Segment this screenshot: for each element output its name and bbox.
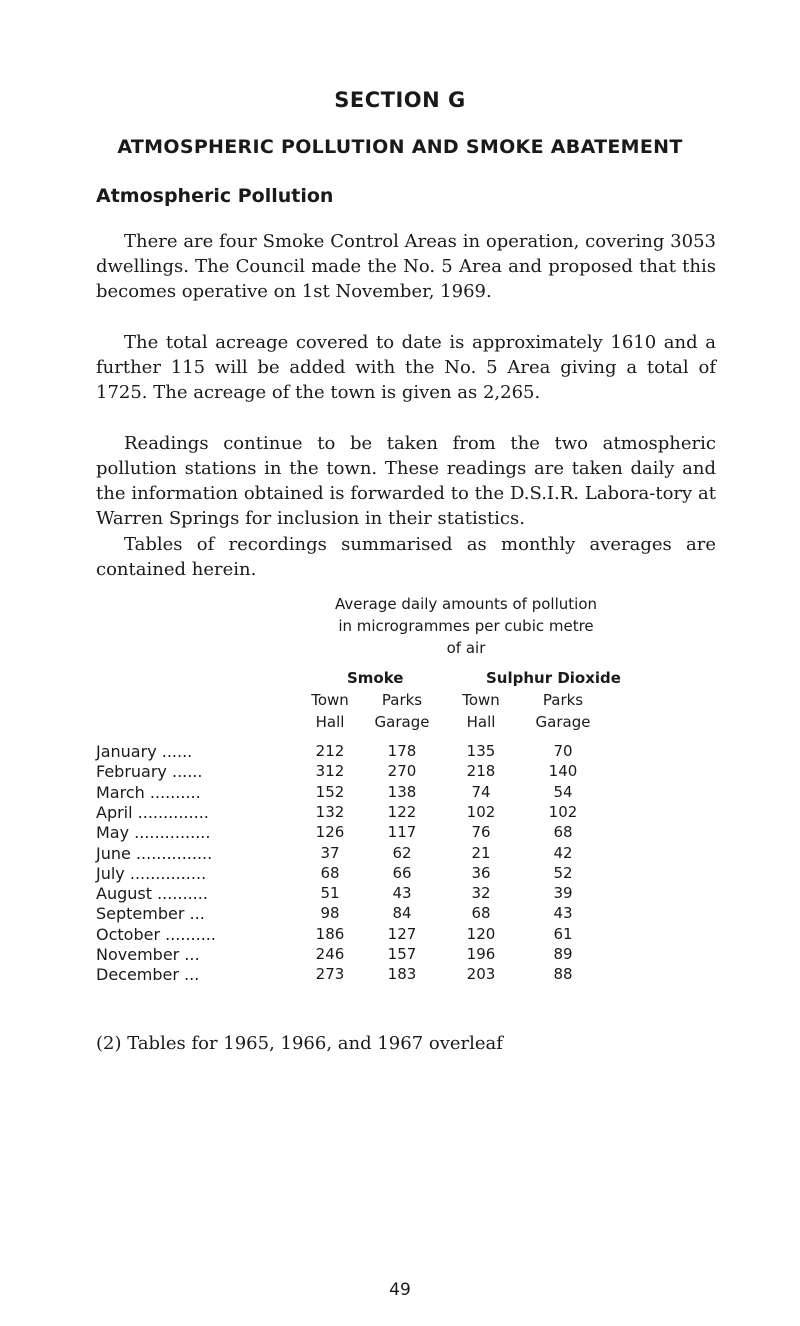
table-cell: 102: [548, 802, 578, 821]
table-cell: 218: [466, 762, 496, 781]
table-cell: 43: [553, 904, 573, 923]
table-cell: 21: [471, 843, 491, 862]
paragraph-tables: Tables of recordings summarised as monthly averages are contained herein.: [96, 534, 716, 580]
table-cell: 102: [466, 802, 496, 821]
table-row-month: April ..............: [96, 802, 209, 822]
table-cell: 246: [315, 945, 345, 963]
table-row-month: August ..........: [96, 884, 208, 904]
page-title: ATMOSPHERIC POLLUTION AND SMOKE ABATEMENT: [117, 136, 683, 158]
table-row-month: November ...: [96, 945, 200, 964]
table-cell: 178: [387, 742, 417, 760]
table-cell: 68: [553, 823, 573, 842]
paragraph-acreage: The total acreage covered to date is approximately 1610 and a further 115 will be added with the No. 5 Area giving a total of 1725. The acreage of the town is given as 2,265.: [96, 332, 716, 403]
table-cell: 52: [553, 863, 573, 882]
table-cell: 120: [466, 924, 496, 943]
table-row-month: June ...............: [96, 843, 213, 863]
paragraph-smoke-control-areas: There are four Smoke Control Areas in operation, covering 3053 dwellings. The Council made the No. 5 Area and proposed that this becomes operative on 1st November, 1969.: [96, 231, 716, 302]
table-cell: 70: [553, 742, 573, 760]
table-cell: 122: [387, 802, 417, 821]
table-caption-line-3: of air: [446, 639, 486, 657]
table-cell: 42: [553, 843, 573, 862]
table-cell: 68: [320, 863, 340, 882]
column-header-parks-garage-smoke-line-2: Garage: [374, 713, 430, 731]
table-cell: 212: [315, 742, 345, 760]
table-cell: 68: [471, 904, 491, 923]
table-cell: 127: [387, 924, 417, 943]
group-header-sulphur-dioxide: Sulphur Dioxide: [486, 669, 621, 687]
table-row-month: March ..........: [96, 782, 201, 802]
table-cell: 126: [315, 823, 345, 842]
paragraph-readings: Readings continue to be taken from the two atmospheric pollution stations in the town. These readings are taken daily and the information obtained is forwarded to the D.S.I.R. Labora-tory at Warren Springs for inclusion in their statistics.: [96, 433, 716, 529]
column-header-parks-garage-smoke: Parks: [381, 691, 423, 709]
table-cell: 37: [320, 843, 340, 862]
group-header-smoke: Smoke: [347, 669, 404, 687]
table-caption-line-1: Average daily amounts of pollution: [334, 595, 598, 613]
table-cell: 74: [471, 782, 491, 801]
table-cell: 43: [392, 884, 412, 903]
table-cell: 61: [553, 924, 573, 943]
table-row-month: May ...............: [96, 823, 211, 843]
table-cell: 51: [320, 884, 340, 903]
page-number: 49: [389, 1280, 411, 1300]
column-header-town-hall-so2-line-2: Hall: [466, 713, 496, 731]
table-row-month: February ......: [96, 762, 203, 782]
table-cell: 152: [315, 782, 345, 801]
table-row-month: September ...: [96, 904, 205, 924]
table-cell: 270: [387, 762, 417, 781]
table-cell: 186: [315, 924, 345, 943]
table-cell: 76: [471, 823, 491, 842]
column-header-town-hall-smoke-line-2: Hall: [315, 713, 345, 731]
table-row-month: January ......: [96, 742, 193, 761]
table-cell: 312: [315, 762, 345, 781]
table-cell: 39: [553, 884, 573, 903]
column-header-town-hall-smoke: Town: [311, 691, 349, 709]
column-header-parks-garage-so2-line-2: Garage: [535, 713, 591, 731]
table-cell: 140: [548, 762, 578, 781]
table-caption-line-2: in microgrammes per cubic metre: [338, 617, 594, 635]
table-cell: 196: [466, 945, 496, 963]
table-row-month: December ...: [96, 965, 200, 985]
table-row-month: October ..........: [96, 924, 216, 944]
table-cell: 157: [387, 945, 417, 963]
column-header-town-hall-so2: Town: [462, 691, 500, 709]
table-cell: 88: [553, 965, 573, 984]
table-cell: 132: [315, 802, 345, 821]
table-cell: 36: [471, 863, 491, 882]
table-cell: 84: [392, 904, 412, 923]
table-cell: 66: [392, 863, 412, 882]
table-cell: 32: [471, 884, 491, 903]
table-cell: 273: [315, 965, 345, 984]
table-cell: 89: [553, 945, 573, 963]
section-heading: SECTION G: [334, 88, 466, 112]
table-cell: 62: [392, 843, 412, 862]
table-cell: 117: [387, 823, 417, 842]
table-cell: 203: [466, 965, 496, 984]
table-cell: 98: [320, 904, 340, 923]
table-cell: 54: [553, 782, 573, 801]
table-cell: 138: [387, 782, 417, 801]
column-header-parks-garage-so2: Parks: [542, 691, 584, 709]
table-cell: 135: [466, 742, 496, 760]
table-cell: 183: [387, 965, 417, 984]
subsection-title: Atmospheric Pollution: [96, 185, 334, 207]
table-row-month: July ...............: [96, 863, 207, 883]
footnote: (2) Tables for 1965, 1966, and 1967 overleaf: [96, 1033, 503, 1054]
